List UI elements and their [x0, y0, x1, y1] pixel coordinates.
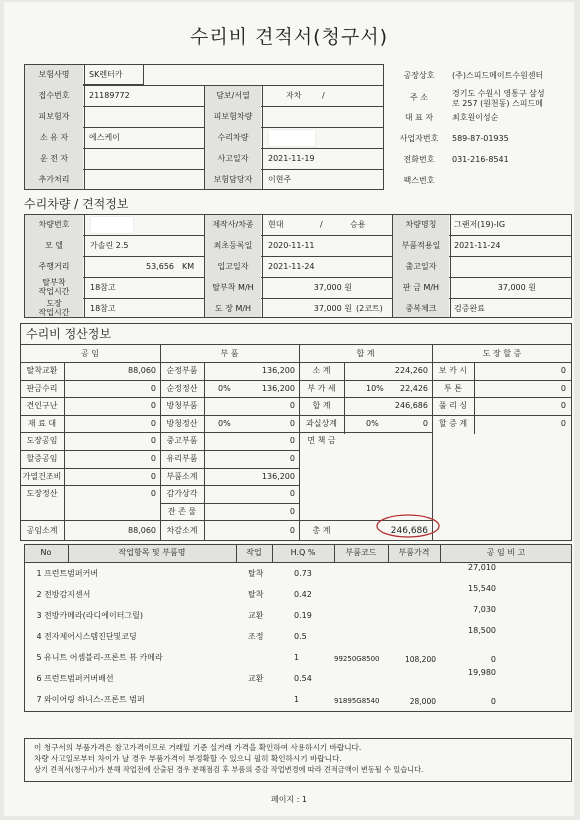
- item-name: 프런트범퍼커버배선: [44, 674, 114, 683]
- item-labor: 18,500: [468, 626, 496, 635]
- claim-label: 담보/서열: [216, 91, 250, 100]
- parts-net-value: 0: [289, 526, 295, 535]
- shop-address-label: 주 소: [410, 93, 428, 102]
- item-hq: 1: [294, 695, 300, 704]
- item-no: 2: [36, 590, 42, 599]
- labor-row-value: 0: [150, 436, 156, 446]
- dup-check-value: 검증완료: [454, 304, 485, 313]
- labor-row-divider: [20, 432, 160, 433]
- item-no: 1: [36, 569, 42, 578]
- item-no: 7: [36, 695, 42, 704]
- paint-row-value: 0: [560, 366, 566, 375]
- labor-row-divider: [20, 397, 160, 398]
- phone-label: 전화번호: [403, 155, 435, 164]
- item-labor: 0: [490, 655, 496, 664]
- grand-total-value: 246,686: [390, 526, 428, 536]
- sum-row-label: 면 책 금: [307, 436, 336, 446]
- sum-row-label: 과실상계: [306, 418, 337, 428]
- sum-row-divider: [299, 380, 432, 381]
- item-hq: 1: [294, 653, 300, 662]
- notice-line-3: 상기 견적서(청구서)가 분해 작업전에 산출된 경우 분해점검 후 부품의 증감 작업변경에 따라 견적금액이 변동될 수 있습니다.: [34, 765, 424, 774]
- items-header-cell: 작업: [246, 548, 262, 557]
- sum-row-label: 소 계: [312, 366, 331, 375]
- sum-row-divider: [299, 415, 432, 416]
- item-labor: 7,030: [473, 605, 496, 614]
- detach-rate-value: 37,000 원: [313, 283, 352, 292]
- notice-line-1: 이 청구서의 부품가격은 참고가격이므로 거래일 기준 실거래 가격을 확인하여 사용하시기 바랍니다.: [34, 743, 362, 752]
- item-price: 28,000: [409, 697, 436, 706]
- first-reg-value: 2020-11-11: [268, 241, 315, 250]
- extra-label: 추가처리: [38, 175, 70, 184]
- sum-row-value: 224,260: [394, 366, 428, 375]
- accident-date-label: 사고일자: [217, 154, 249, 163]
- panel-rate-label: 판 금 M/H: [402, 283, 440, 292]
- handler-value: 이현주: [268, 175, 292, 184]
- parts-row-value: 0: [289, 506, 295, 516]
- labor-column-header: 공 임: [81, 349, 99, 358]
- receipt-label: 접수번호: [38, 91, 70, 100]
- owner-value: 에스케이: [89, 133, 120, 142]
- accident-date-value: 2021-11-19: [268, 154, 315, 163]
- detach-rate-label: 탈부착 M/H: [212, 283, 254, 292]
- notice-line-2: 차량 사고일로부터 차이가 날 경우 부품가격이 부정확할 수 있으니 필히 확인하시기 바랍니다.: [34, 754, 342, 763]
- items-header-cell: No: [40, 548, 52, 557]
- parts-row-value: 0: [289, 436, 295, 446]
- labor-row-label: 할증공임: [26, 454, 58, 463]
- estimate-sheet: [4, 2, 574, 816]
- paint-row-value: 0: [560, 418, 566, 428]
- item-work: 교환: [248, 611, 264, 620]
- shop-address-line2: 로 257 (원천동) 스피드메: [452, 99, 543, 108]
- paint-row-divider: [432, 397, 572, 398]
- parts-row-value: 0: [289, 401, 295, 411]
- page-number: 페이지 : 1: [270, 795, 308, 804]
- labor-row-value: 0: [150, 383, 156, 393]
- fax-label: 팩스번호: [403, 176, 435, 185]
- item-name: 전자제어시스템진단및코딩: [44, 632, 137, 641]
- item-name: 전방감지센서: [44, 590, 91, 599]
- paint-column-header: 도 장 할 증: [482, 349, 522, 358]
- item-work: 탈착: [248, 569, 264, 578]
- items-header-cell: 부품가격: [398, 548, 430, 557]
- item-no: 5: [36, 653, 42, 662]
- model-label: 모 델: [45, 241, 63, 250]
- parts-date-value: 2021-11-24: [454, 241, 501, 250]
- parts-row-divider: [160, 485, 299, 486]
- labor-row-value: 0: [150, 489, 156, 499]
- grand-total-label: 총 계: [312, 526, 331, 535]
- mileage-unit: KM: [182, 262, 195, 271]
- in-date-label: 입고일자: [217, 262, 249, 271]
- labor-row-label: 도장공임: [26, 436, 58, 446]
- item-no: 4: [36, 632, 42, 641]
- item-name: 전방카메라(라디에이터그릴): [44, 611, 143, 620]
- parts-row-label: 중고부품: [166, 436, 198, 446]
- dup-check-label: 중복체크: [405, 304, 437, 313]
- parts-row-divider: [160, 432, 299, 433]
- labor-row-value: 0: [150, 401, 156, 411]
- panel-rate-value: 37,000 원: [497, 283, 536, 292]
- in-date-value: 2021-11-24: [268, 262, 315, 271]
- paint-time-label: 도장: [46, 299, 62, 308]
- maker-label: 제작사/차종: [212, 220, 254, 229]
- repair-vehicle-label: 수리차량: [217, 133, 249, 142]
- item-code: 91895G8540: [334, 697, 380, 705]
- sum-row-rate: 10%: [366, 383, 384, 393]
- labor-row-label: 도장정산: [26, 489, 58, 499]
- items-header-cell: H.Q %: [290, 548, 316, 557]
- paint-time-label-2: 작업시간: [38, 308, 70, 317]
- parts-net-label: 차감소계: [166, 526, 198, 535]
- detach-time-label-2: 작업시간: [38, 287, 70, 296]
- sum-row-label: 합 계: [312, 401, 331, 411]
- maker-separator: /: [320, 220, 323, 229]
- parts-row-label: 감가상각: [166, 489, 198, 499]
- parts-row-label: 순정정산: [166, 383, 198, 393]
- redacted-plate-2: [90, 216, 134, 234]
- paint-row-label: 보 카 시: [438, 366, 468, 375]
- item-no: 6: [36, 674, 42, 683]
- paint-time-value: 18참고: [90, 304, 116, 313]
- mileage-value: 53,656: [146, 262, 174, 271]
- paint-row-value: 0: [560, 401, 566, 411]
- item-name: 프런트범퍼커버: [44, 569, 99, 578]
- paint-row-divider: [432, 415, 572, 416]
- parts-row-label: 유리부품: [166, 454, 198, 463]
- ceo-value: 최호원이성순: [452, 113, 499, 122]
- insured-vehicle-label: 피보험차량: [213, 112, 253, 121]
- parts-row-value: 136,200: [261, 471, 295, 481]
- handwritten-circle-mark: [374, 510, 444, 540]
- parts-row-percent: 0%: [218, 383, 231, 393]
- parts-row-divider: [160, 415, 299, 416]
- model-name-label: 차량명칭: [405, 220, 437, 229]
- claim-value: 자차: [286, 91, 302, 100]
- vehicle-section-title: 수리차량 / 견적정보: [24, 197, 129, 211]
- labor-row-value: 0: [150, 454, 156, 463]
- vehicle-class-value: 승용: [350, 220, 366, 229]
- labor-row-value: 0: [150, 471, 156, 481]
- labor-row-label: 가열건조비: [22, 471, 62, 481]
- item-hq: 0.54: [294, 674, 312, 683]
- item-hq: 0.73: [294, 569, 312, 578]
- labor-row-divider: [20, 415, 160, 416]
- sum-row-value: 0: [422, 418, 428, 428]
- labor-row-divider: [20, 380, 160, 381]
- mileage-label: 주행거리: [38, 262, 70, 271]
- paint-coat: (2코트): [356, 304, 383, 313]
- biz-number-value: 589-87-01935: [452, 134, 509, 143]
- parts-row-percent: 0%: [218, 418, 231, 428]
- parts-row-divider: [160, 450, 299, 451]
- parts-row-divider: [160, 503, 299, 504]
- model-value: 가솔린 2.5: [90, 241, 129, 250]
- owner-label: 소 유 자: [39, 133, 69, 142]
- parts-row-label: 방청부품: [166, 401, 198, 411]
- sum-row-divider: [299, 432, 432, 433]
- paint-row-label: 풀 리 싱: [438, 401, 468, 411]
- item-price: 108,200: [404, 655, 436, 664]
- labor-row-divider: [20, 485, 160, 486]
- item-labor: 27,010: [468, 563, 496, 572]
- document-title: 수리비 견적서(청구서): [189, 26, 389, 48]
- item-work: 탈착: [248, 590, 264, 599]
- sum-row-label: 부 가 세: [307, 383, 336, 393]
- shop-name-value: (주)스피드메이트수원센터: [452, 71, 544, 80]
- paint-row-label: 할 증 계: [438, 418, 468, 428]
- parts-date-label: 부품적용일: [401, 241, 441, 250]
- item-name: 와이어링 하니스-프론트 범퍼: [44, 695, 145, 704]
- paint-row-value: 0: [560, 383, 566, 393]
- parts-row-label: 순정부품: [166, 366, 198, 375]
- parts-row-value: 0: [289, 418, 295, 428]
- paint-rate-label: 도 장 M/H: [214, 304, 252, 313]
- total-column-header: 합 계: [356, 349, 375, 358]
- labor-row-label: 탈착교환: [26, 366, 58, 375]
- labor-row-value: 0: [150, 418, 156, 428]
- sum-row-rate: 0%: [366, 418, 379, 428]
- detach-time-value: 18참고: [90, 283, 116, 292]
- item-labor: 15,540: [468, 584, 496, 593]
- paint-row-divider: [432, 380, 572, 381]
- item-name: 유니트 어셈블리-프론트 뷰 카메라: [44, 653, 163, 662]
- item-labor: 19,980: [468, 668, 496, 677]
- item-no: 3: [36, 611, 42, 620]
- items-header-cell: 작업항목 및 부품명: [118, 548, 186, 557]
- handler-label: 보험담당자: [213, 175, 253, 184]
- ceo-label: 대 표 자: [404, 113, 434, 122]
- labor-row-label: 견인구난: [26, 401, 58, 411]
- redacted-plate: [268, 129, 316, 147]
- detach-time-label: 탈부착: [42, 278, 66, 287]
- model-name-value: 그랜저(19)-IG: [454, 220, 506, 229]
- item-hq: 0.5: [294, 632, 307, 641]
- paint-rate-value: 37,000 원: [313, 304, 352, 313]
- insurer-company-value: SK렌터카: [89, 70, 123, 79]
- insurer-company-label: 보험사명: [38, 70, 70, 79]
- parts-row-label: 방청정산: [166, 418, 198, 428]
- sum-row-value: 22,426: [400, 383, 428, 393]
- settlement-section-title: 수리비 정산정보: [26, 327, 111, 341]
- parts-row-label: 부품소계: [166, 471, 198, 481]
- driver-label: 운 전 자: [39, 154, 69, 163]
- item-work: 조정: [248, 632, 264, 641]
- sum-row-divider: [299, 397, 432, 398]
- first-reg-label: 최초등록일: [213, 241, 253, 250]
- shop-address-line1: 경기도 수원시 영통구 삼성: [452, 89, 545, 98]
- parts-row-value: 0: [289, 454, 295, 463]
- items-header-cell: 공 임 비 고: [486, 548, 526, 557]
- parts-row-label: 잔 존 물: [167, 506, 197, 516]
- labor-row-value: 88,060: [128, 366, 156, 375]
- item-code: 99250G8500: [334, 655, 380, 663]
- parts-row-divider: [160, 468, 299, 469]
- biz-number-label: 사업자번호: [399, 134, 439, 143]
- paint-row-label: 투 톤: [444, 383, 462, 393]
- sum-row-value: 246,686: [394, 401, 428, 411]
- item-labor: 0: [490, 697, 496, 706]
- item-hq: 0.19: [294, 611, 312, 620]
- shop-name-label: 공장상호: [403, 71, 435, 80]
- labor-row-divider: [20, 450, 160, 451]
- plate-label: 차량번호: [38, 220, 70, 229]
- receipt-value: 21189772: [89, 91, 130, 100]
- labor-total-label: 공임소계: [26, 526, 58, 535]
- labor-row-label: 재 료 대: [27, 418, 57, 428]
- item-work: 교환: [248, 674, 264, 683]
- maker-value: 현대: [268, 220, 284, 229]
- parts-row-value: 0: [289, 489, 295, 499]
- parts-row-divider: [160, 380, 299, 381]
- labor-row-label: 판금수리: [26, 383, 58, 393]
- claim-separator: /: [322, 91, 325, 100]
- phone-value: 031-216-8541: [452, 155, 509, 164]
- labor-total-value: 88,060: [128, 526, 156, 535]
- item-hq: 0.42: [294, 590, 312, 599]
- parts-column-header: 부 품: [220, 349, 239, 358]
- items-header-cell: 부품코드: [345, 548, 377, 557]
- parts-row-value: 136,200: [261, 366, 295, 375]
- labor-row-divider: [20, 468, 160, 469]
- insured-label: 피보험자: [38, 112, 70, 121]
- parts-row-divider: [160, 397, 299, 398]
- parts-row-value: 136,200: [261, 383, 295, 393]
- out-date-label: 출고일자: [405, 262, 437, 271]
